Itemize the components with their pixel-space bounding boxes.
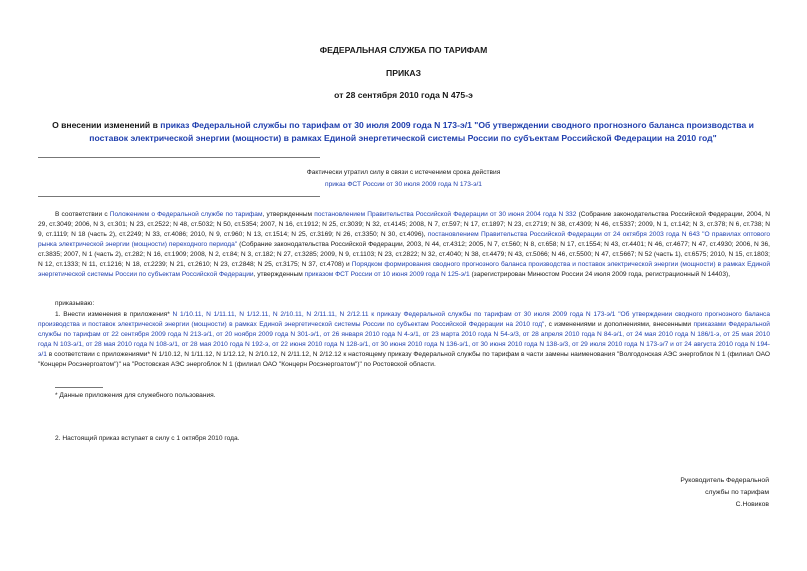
orders-word: приказываю: — [55, 300, 95, 307]
footnote-separator — [55, 387, 103, 388]
footnote: * Данные приложения для служебного пользования. — [55, 392, 216, 399]
signature-agency: службы по тарифам — [705, 489, 769, 496]
preamble-text-5: , утвержденным — [253, 271, 305, 278]
government-decree-332-link[interactable]: постановлением Правительства Российской Федерации от 30 июня 2004 года N 332 — [314, 211, 577, 218]
agency-heading: ФЕДЕРАЛЬНАЯ СЛУЖБА ПО ТАРИФАМ — [319, 45, 488, 55]
preamble-text-6: (зарегистрирован Минюстом России 24 июля 2009 года, регистрационный N 14403), — [469, 271, 731, 278]
preamble-text-4: (Собрание законодательства Российской Федерации, 2003, N 44, ст.4312; 2005, N 7, ст.560; N 8, ст.658; N 17, ст.1554; N 43, ст.4401; N 46, ст.4677; N 47, ст.4930; 2006, N 36, ст.3835; 2007, N 1 (часть 2), ст.282; N 16, ст.1909; 2008, N 2, ст.84; N 3, ст.182; N 27, ст.3285; 2009, N 9, ст.1103; N 23, ст.2822; N 32, ст.4040; N 38, ст.4479; N 43, ст.5066; N 46, ст.5500; N 47, ст.5667; N 52 (часть 1), ст.6575; 2010, N 15, ст.1803; N 12, ст.1333; N 11, ст.1216; N 18, ст.2239; N 21, ст.2610; N 23, ст.2848; N 25, ст.3175; N 37, ст.4708) и — [38, 241, 770, 268]
subject-amended-order-link[interactable]: приказ Федеральной службы по тарифам от 30 июля 2009 года N 173-э/1 "Об утверждении сводного прогнозного баланса производства и поставок электрической энергии (мощности) в рамках Единой энергетической системы России по субъектам Российской Федерации на 2010 год" — [89, 120, 754, 143]
status-note-link[interactable]: приказ ФСТ России от 30 июля 2009 года N 173-э/1 — [325, 181, 482, 188]
balance-procedure-link[interactable]: Порядком формирования сводного прогнозного баланса производства и поставок электрической энергии (мощности) в рамках Единой энергетической системы России по субъектам Российской Федерации — [38, 261, 770, 278]
document-subject — [38, 119, 768, 144]
item-1-text-1: 1. Внести изменения в приложения* — [55, 311, 173, 318]
document-type: ПРИКАЗ — [386, 68, 421, 78]
regulation-link[interactable]: Положением о Федеральной службе по тарифам — [109, 211, 263, 218]
signature-position: Руководитель Федеральной — [680, 477, 769, 484]
separator-bottom — [38, 196, 320, 197]
status-note-text: Фактически утратил силу в связи с истечением срока действия — [306, 169, 501, 176]
status-note — [0, 168, 807, 190]
item-1-paragraph — [38, 310, 770, 370]
document-date-number: от 28 сентября 2010 года N 475-э — [334, 90, 473, 100]
government-decree-643-link[interactable]: постановлением Правительства Российской Федерации от 24 октября 2003 года N 643 "О правилах оптового рынка электрической энергии (мощности) переходного периода" — [38, 231, 770, 248]
item-1-text-3: в соответствии с приложениями* N 1/10.12, N 1/11.12, N 1/12.12, N 2/10.12, N 2/11.12, N 2/12.12 к настоящему приказу Федеральной службы по тарифам в части замены наименования "Волгодонская АЭС энергоблок N 1 (филиал ОАО "Концерн Росэнергоатом")" на "Ростовская АЭС энергоблок N 1 (филиал ОАО "Концерн Росэнергоатом")" по Ростовской области. — [38, 351, 770, 368]
subject-prefix: О внесении изменений в — [52, 120, 161, 130]
fts-order-125-link[interactable]: приказом ФСТ России от 10 июня 2009 года N 125-э/1 — [304, 271, 470, 278]
preamble-text-3: (Собрание законодательства Российской Федерации, 2004, N 29, ст.3049; 2006, N 3, ст.301; N 23, ст.2522; N 48, ст.5032; N 50, ст.5354; 2007, N 16, ст.1912; N 25, ст.3039; N 32, ст.4145; 2008, N 7, ст.597; N 17, ст.1897; N 23, ст.2719; N 38, ст.4309; N 46, ст.5337; 2009, N 1, ст.142; N 3, ст.378; N 6, ст.738; N 9, ст.1119; N 18 (часть 2), ст.2249; N 33, ст.4086; 2010, N 9, ст.960; N 13, ст.1514; N 25, ст.3169; N 26, ст.3350; N 30, ст.4096), — [38, 211, 771, 238]
item-2-paragraph: 2. Настоящий приказ вступает в силу с 1 октября 2010 года. — [55, 435, 240, 442]
preamble-text-1: В соответствии с — [55, 211, 110, 218]
signature-name: С.Новиков — [735, 501, 769, 508]
preamble-text-2: , утвержденным — [262, 211, 315, 218]
separator-top — [38, 157, 320, 158]
amending-orders-link[interactable]: приказами Федеральной службы по тарифам от 22 сентября 2009 года N 213-э/1, от 20 ноября 2009 года N 301-э/1, от 26 января 2010 года N 4-э/1, от 23 марта 2010 года N 54-э/3, от 28 апреля 2010 года N 84-э/1, от 24 мая 2010 года N 186/1-э, от 25 мая 2010 года N 103-э/1, от 28 мая 2010 года N 108-э/1, от 28 мая 2010 года N 192-э, от 22 июня 2010 года N 128-э/1, от 30 июня 2010 года N 136-э/1, от 30 июня 2010 года N 138-э/3, от 29 июля 2010 года N 173-э/7 и от 24 августа 2010 года N 194-э/1 — [38, 321, 770, 358]
appendices-link[interactable]: N 1/10.11, N 1/11.11, N 1/12.11, N 2/10.11, N 2/11.11, N 2/12.11 к приказу Федеральной службы по тарифам от 30 июля 2009 года N 173-э/1 "Об утверждении сводного прогнозного баланса производства и поставок электрической энергии (мощности) в рамках Единой энергетической системы России по субъектам Российской Федерации на 2010 год" — [38, 311, 770, 328]
item-1-text-2: , с изменениями и дополнениями, внесенными — [544, 321, 694, 328]
preamble-paragraph — [38, 210, 770, 280]
signature-block — [680, 476, 769, 510]
